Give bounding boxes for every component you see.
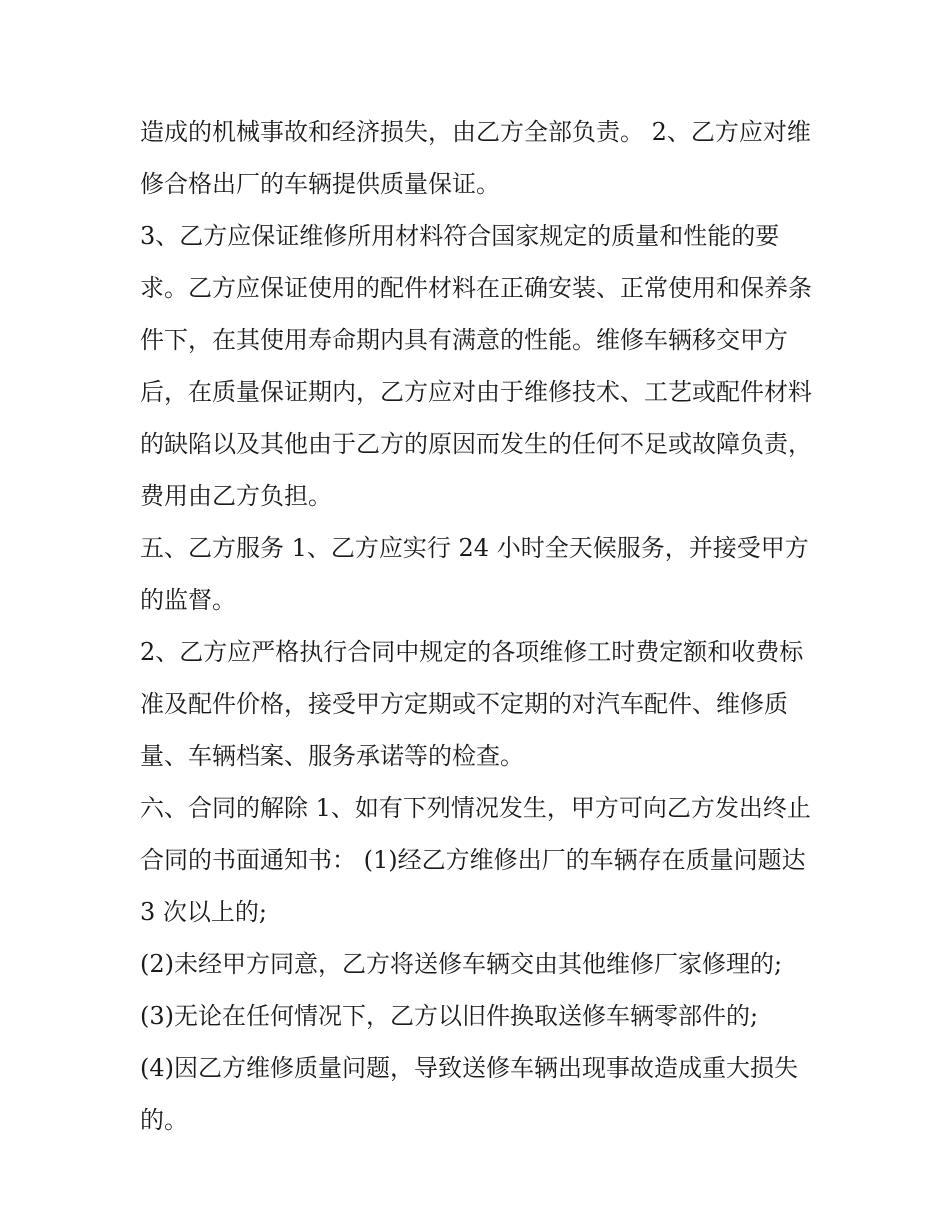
document-body (140, 106, 820, 1146)
paragraph-service-24h: 五、乙方服务 1、乙方应实行 24 小时全天候服务，并接受甲方的监督。 (140, 534, 809, 614)
paragraph-termination-item-4: (4)因乙方维修质量问题，导致送修车辆出现事故造成重大损失的。 (140, 1054, 798, 1134)
paragraph-termination-item-2: (2)未经甲方同意，乙方将送修车辆交由其他维修厂家修理的; (140, 950, 783, 978)
paragraph-materials-quality: 3、乙方应保证维修所用材料符合国家规定的质量和性能的要求。乙方应保证使用的配件材料在正确安装、正常使用和保养条件下，在其使用寿命期内具有满意的性能。维修车辆移交甲方后，在质量保证期内，乙方应对由于维修技术、工艺或配件材料的缺陷以及其他由于乙方的原因而发生的任何不足或故障负责，费用由乙方负担。 (140, 222, 812, 510)
paragraph-termination-item-3: (3)无论在任何情况下，乙方以旧件换取送修车辆零部件的; (140, 1002, 759, 1030)
paragraph-liability-warranty: 造成的机械事故和经济损失，由乙方全部负责。 2、乙方应对维修合格出厂的车辆提供质量保证。 (140, 118, 811, 198)
paragraph-termination: 六、合同的解除 1、如有下列情况发生，甲方可向乙方发出终止合同的书面通知书： (1)经乙方维修出厂的车辆存在质量问题达 3 次以上的; (140, 794, 811, 926)
paragraph-fee-standards: 2、乙方应严格执行合同中规定的各项维修工时费定额和收费标准及配件价格，接受甲方定期或不定期的对汽车配件、维修质量、车辆档案、服务承诺等的检查。 (140, 638, 804, 770)
